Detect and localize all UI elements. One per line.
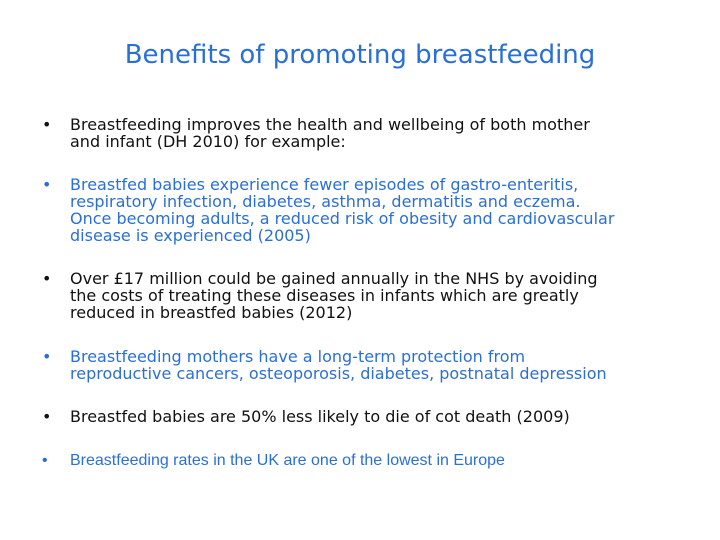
bullet-item <box>42 452 700 469</box>
bullet-marker: • <box>42 115 52 134</box>
bullet-line: and infant (DH 2010) for example: <box>70 132 346 151</box>
bullet-line: Over £17 million could be gained annually in the NHS by avoiding <box>70 269 598 288</box>
bullet-marker: • <box>42 407 52 426</box>
bullet-item <box>42 347 700 383</box>
bullet-line: Breastfed babies are 50% less likely to die of cot death (2009) <box>70 407 570 426</box>
bullet-marker: • <box>42 347 52 366</box>
bullet-line: reproductive cancers, osteoporosis, diabetes, postnatal depression <box>70 364 607 383</box>
bullet-item <box>42 115 700 151</box>
bullet-line: Breastfed babies experience fewer episodes of gastro-enteritis, <box>70 175 579 194</box>
bullet-item <box>42 407 700 426</box>
bullet-line: Breastfeeding mothers have a long-term protection from <box>70 347 526 366</box>
bullet-line: disease is experienced (2005) <box>70 226 311 245</box>
bullet-marker: • <box>42 269 52 288</box>
bullet-line: respiratory infection, diabetes, asthma, dermatitis and eczema. <box>70 192 581 211</box>
bullet-line: the costs of treating these diseases in infants which are greatly <box>70 286 579 305</box>
bullet-line: reduced in breastfed babies (2012) <box>70 303 353 322</box>
bullet-marker: • <box>42 175 52 194</box>
bullet-line: Once becoming adults, a reduced risk of obesity and cardiovascular <box>70 209 615 228</box>
slide-title: Benefits of promoting breastfeeding <box>124 40 596 70</box>
bullet-line: Breastfeeding improves the health and wellbeing of both mother <box>70 115 590 134</box>
bullet-item <box>42 269 700 322</box>
bullet-item <box>42 175 700 245</box>
bullet-line: Breastfeeding rates in the UK are one of the lowest in Europe <box>70 452 505 469</box>
bullet-marker: • <box>42 452 48 469</box>
